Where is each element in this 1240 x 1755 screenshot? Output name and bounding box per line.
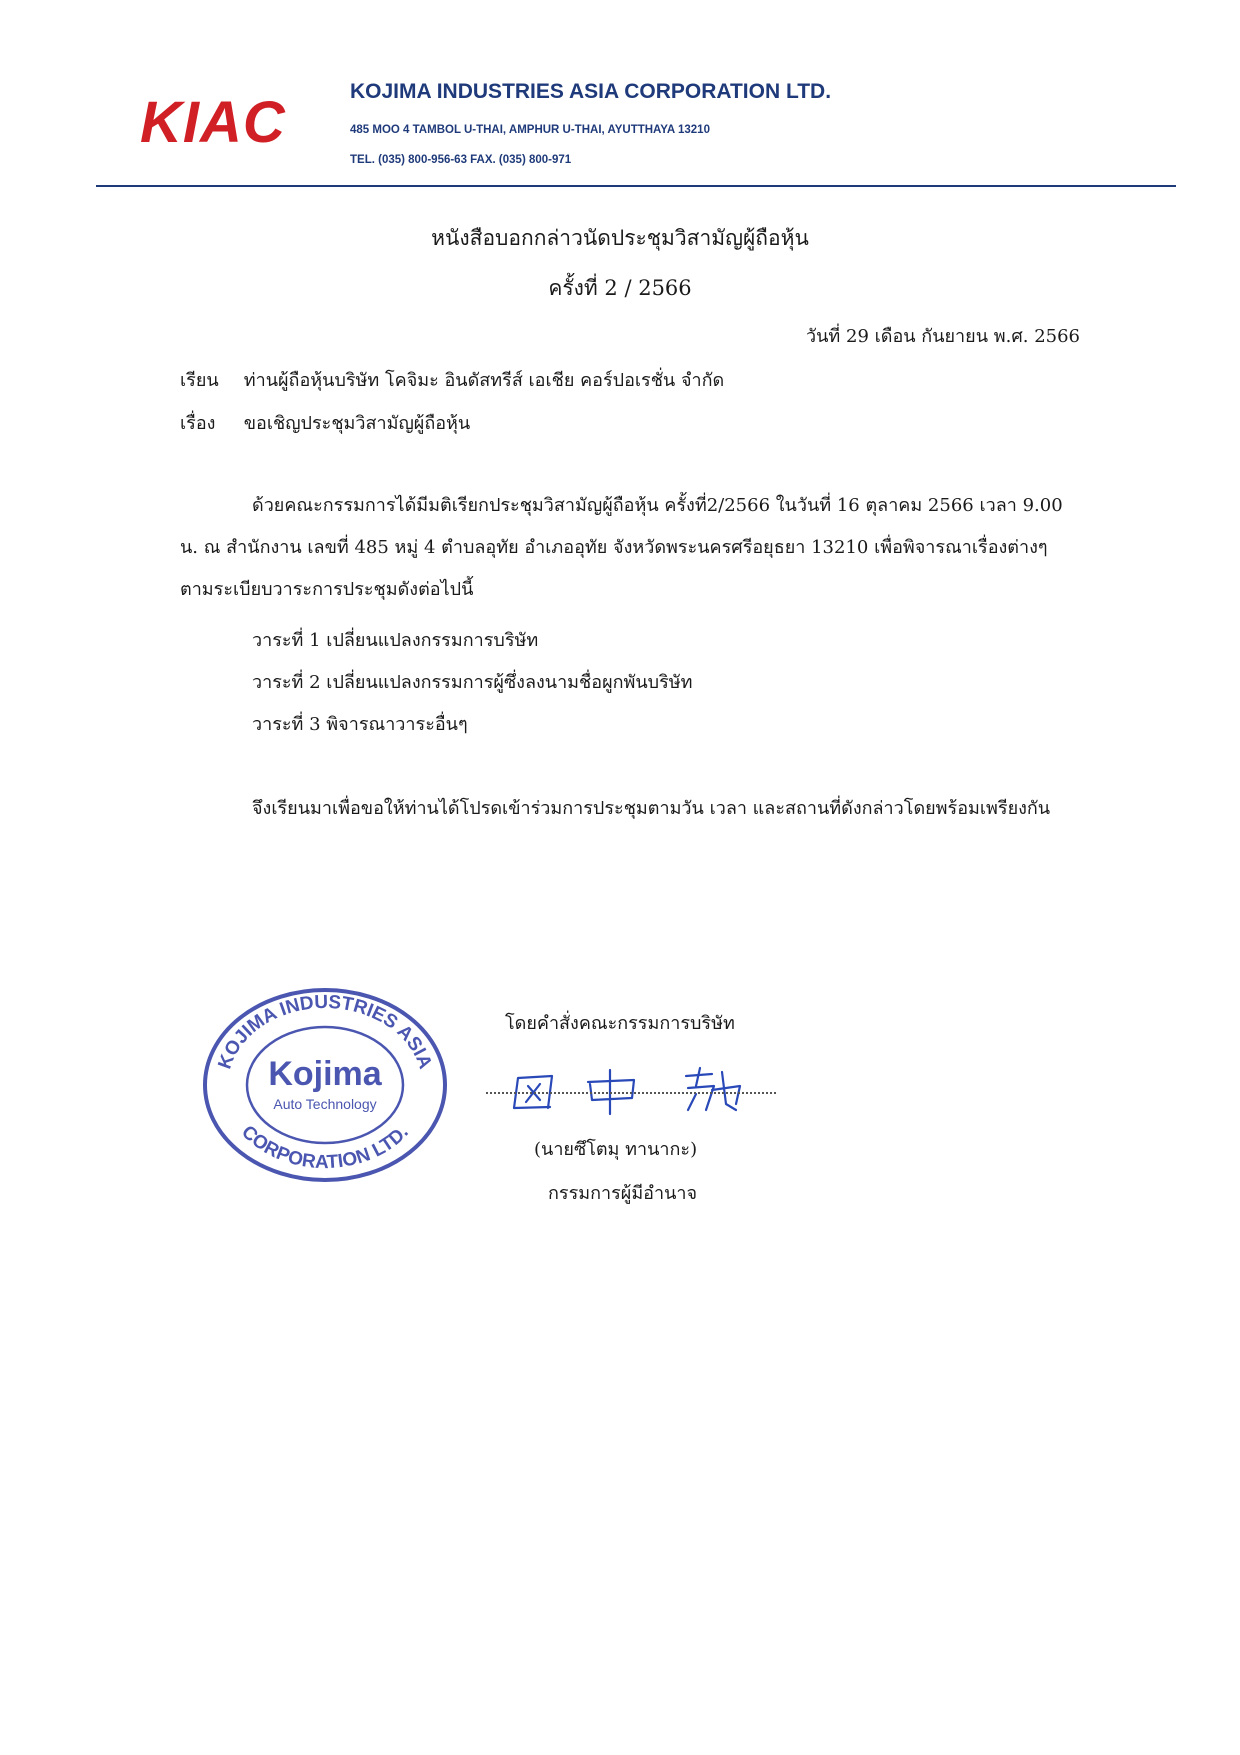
company-name: KOJIMA INDUSTRIES ASIA CORPORATION LTD.: [350, 80, 832, 103]
closing-paragraph: [180, 788, 1080, 830]
signature-line: [486, 1092, 776, 1094]
agenda-item-3: วาระที่ 3 พิจารณาวาระอื่นๆ: [252, 714, 468, 735]
company-seal-stamp: [200, 985, 450, 1185]
recipient-label: เรียน: [180, 370, 219, 391]
seal-brand: Kojima: [268, 1055, 382, 1093]
subject-line: [180, 408, 470, 437]
signer-position: กรรมการผู้มีอำนาจ: [548, 1183, 698, 1204]
closing-text: จึงเรียนมาเพื่อขอให้ท่านได้โปรดเข้าร่วมการประชุมตามวัน เวลา และสถานที่ดังกล่าวโดยพร้อมเพรียงกัน: [252, 798, 1051, 819]
agenda-item-2: วาระที่ 2 เปลี่ยนแปลงกรรมการผู้ซึ่งลงนามชื่อผูกพันบริษัท: [252, 672, 693, 693]
body-paragraph: [180, 485, 1080, 611]
handwritten-signature: [500, 1060, 760, 1120]
document-title: หนังสือบอกกล่าวนัดประชุมวิสามัญผู้ถือหุ้น: [431, 226, 809, 250]
company-logo: KIAC: [140, 90, 286, 155]
seal-subtitle: Auto Technology: [273, 1096, 377, 1112]
body-text: ด้วยคณะกรรมการได้มีมติเรียกประชุมวิสามัญผู้ถือหุ้น ครั้งที่2/2566 ในวันที่ 16 ตุลาคม 2566 เวลา 9.00 น. ณ สำนักงาน เลขที่ 485 หมู่ 4 ตำบลอุทัย อำเภออุทัย จังหวัดพระนครศรีอยุธยา 13210 เพื่อพิจารณาเรื่องต่างๆตามระเบียบวาระการประชุมดังต่อไปนี้: [180, 495, 1063, 600]
signer-name: (นายซึโตมุ ทานากะ): [534, 1139, 698, 1160]
seal-ring-bottom: CORPORATION LTD.: [237, 1121, 413, 1174]
subject-text: ขอเชิญประชุมวิสามัญผู้ถือหุ้น: [243, 413, 471, 434]
document-subtitle: ครั้งที่ 2 / 2566: [548, 276, 692, 300]
company-address: 485 MOO 4 TAMBOL U-THAI, AMPHUR U-THAI, AYUTTHAYA 13210: [350, 124, 710, 136]
recipient-text: ท่านผู้ถือหุ้นบริษัท โคจิมะ อินดัสทรีส์ เอเชีย คอร์ปอเรชั่น จำกัด: [243, 370, 725, 391]
company-phone: TEL. (035) 800-956-63 FAX. (035) 800-971: [350, 154, 572, 166]
subject-label: เรื่อง: [180, 413, 216, 434]
agenda-item-1: วาระที่ 1 เปลี่ยนแปลงกรรมการบริษัท: [252, 630, 539, 651]
letter-date: วันที่ 29 เดือน กันยายน พ.ศ. 2566: [806, 326, 1080, 347]
seal-ring-top: KOJIMA INDUSTRIES ASIA: [214, 991, 436, 1072]
signature-authority-text: โดยคำสั่งคณะกรรมการบริษัท: [505, 1013, 735, 1034]
recipient-line: [180, 365, 724, 394]
header-divider: [96, 185, 1176, 187]
